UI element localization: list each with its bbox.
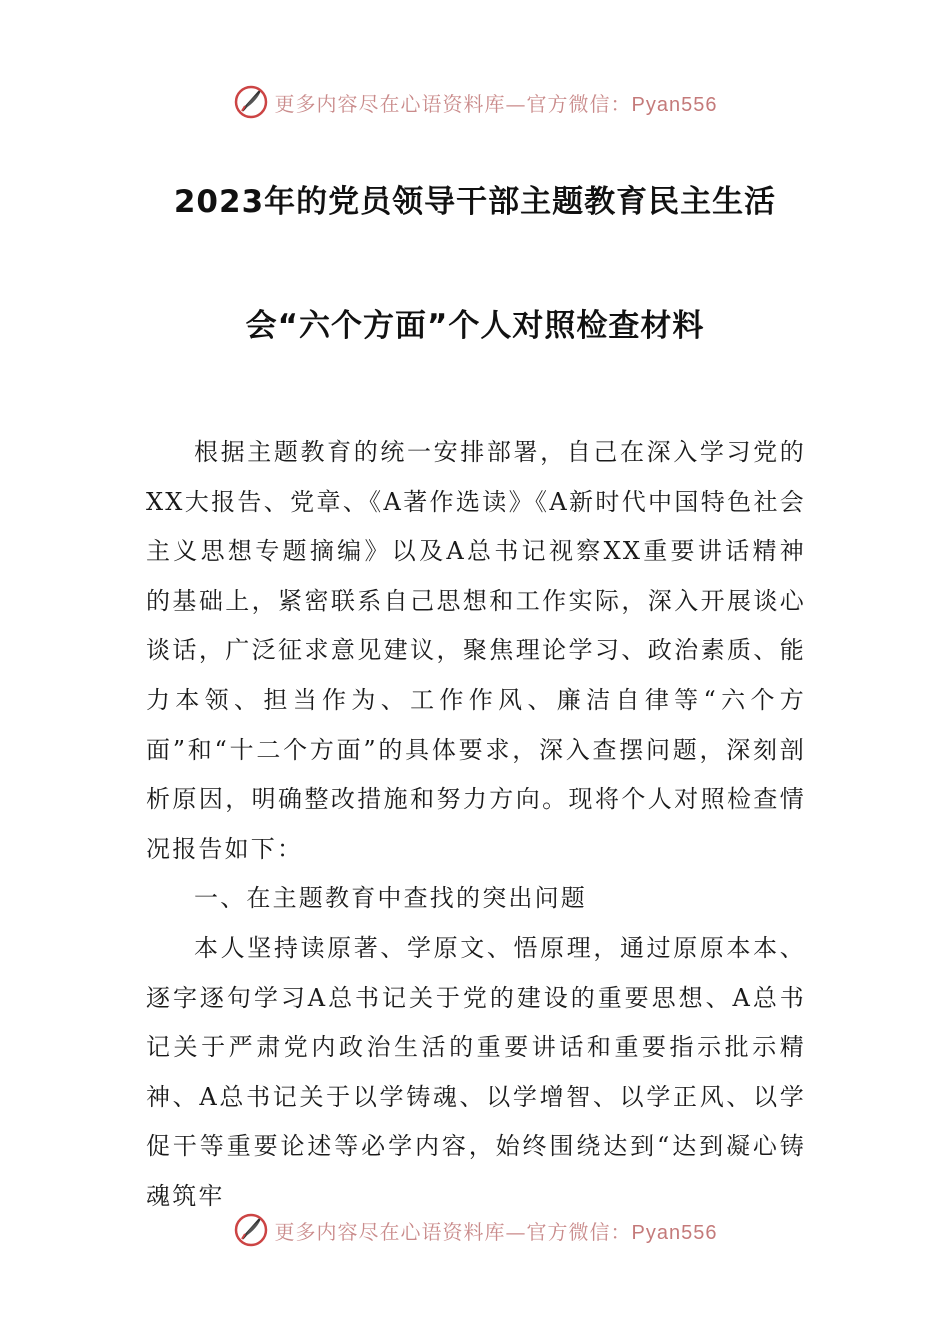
watermark-text: 更多内容尽在心语资料库—官方微信：Pyan556 <box>274 91 718 116</box>
document-body <box>146 428 806 1222</box>
quill-logo-icon <box>233 1212 269 1248</box>
paragraph-intro: 根据主题教育的统一安排部署，自己在深入学习党的XX大报告、党章、《A著作选读》《A新时代中国特色社会主义思想专题摘编》以及A总书记视察XX重要讲话精神的基础上，紧密联系自己思想和工作实际，深入开展谈心谈话，广泛征求意见建议，聚焦理论学习、政治素质、能力本领、担当作为、工作作风、廉洁自律等“六个方面”和“十二个方面”的具体要求，深入查摆问题，深刻剖析原因，明确整改措施和努力方向。现将个人对照检查情况报告如下： <box>146 438 806 863</box>
watermark-footer <box>0 1210 950 1250</box>
section-heading-1: 一、在主题教育中查找的突出问题 <box>194 884 587 913</box>
quill-logo-icon <box>233 84 269 120</box>
watermark-text: 更多内容尽在心语资料库—官方微信：Pyan556 <box>274 1219 718 1244</box>
document-title-line-2: 会“六个方面”个人对照检查材料 <box>245 308 705 344</box>
paragraph-study: 本人坚持读原著、学原文、悟原理，通过原原本本、逐字逐句学习A总书记关于党的建设的重要思想、A总书记关于严肃党内政治生活的重要讲话和重要指示批示精神、A总书记关于以学铸魂、以学增智、以学正风、以学促干等重要论述等必学内容，始终围绕达到“达到凝心铸魂筑牢 <box>146 933 806 1210</box>
watermark-header <box>0 82 950 122</box>
document-title-line-1: 2023年的党员领导干部主题教育民主生活 <box>173 184 777 220</box>
